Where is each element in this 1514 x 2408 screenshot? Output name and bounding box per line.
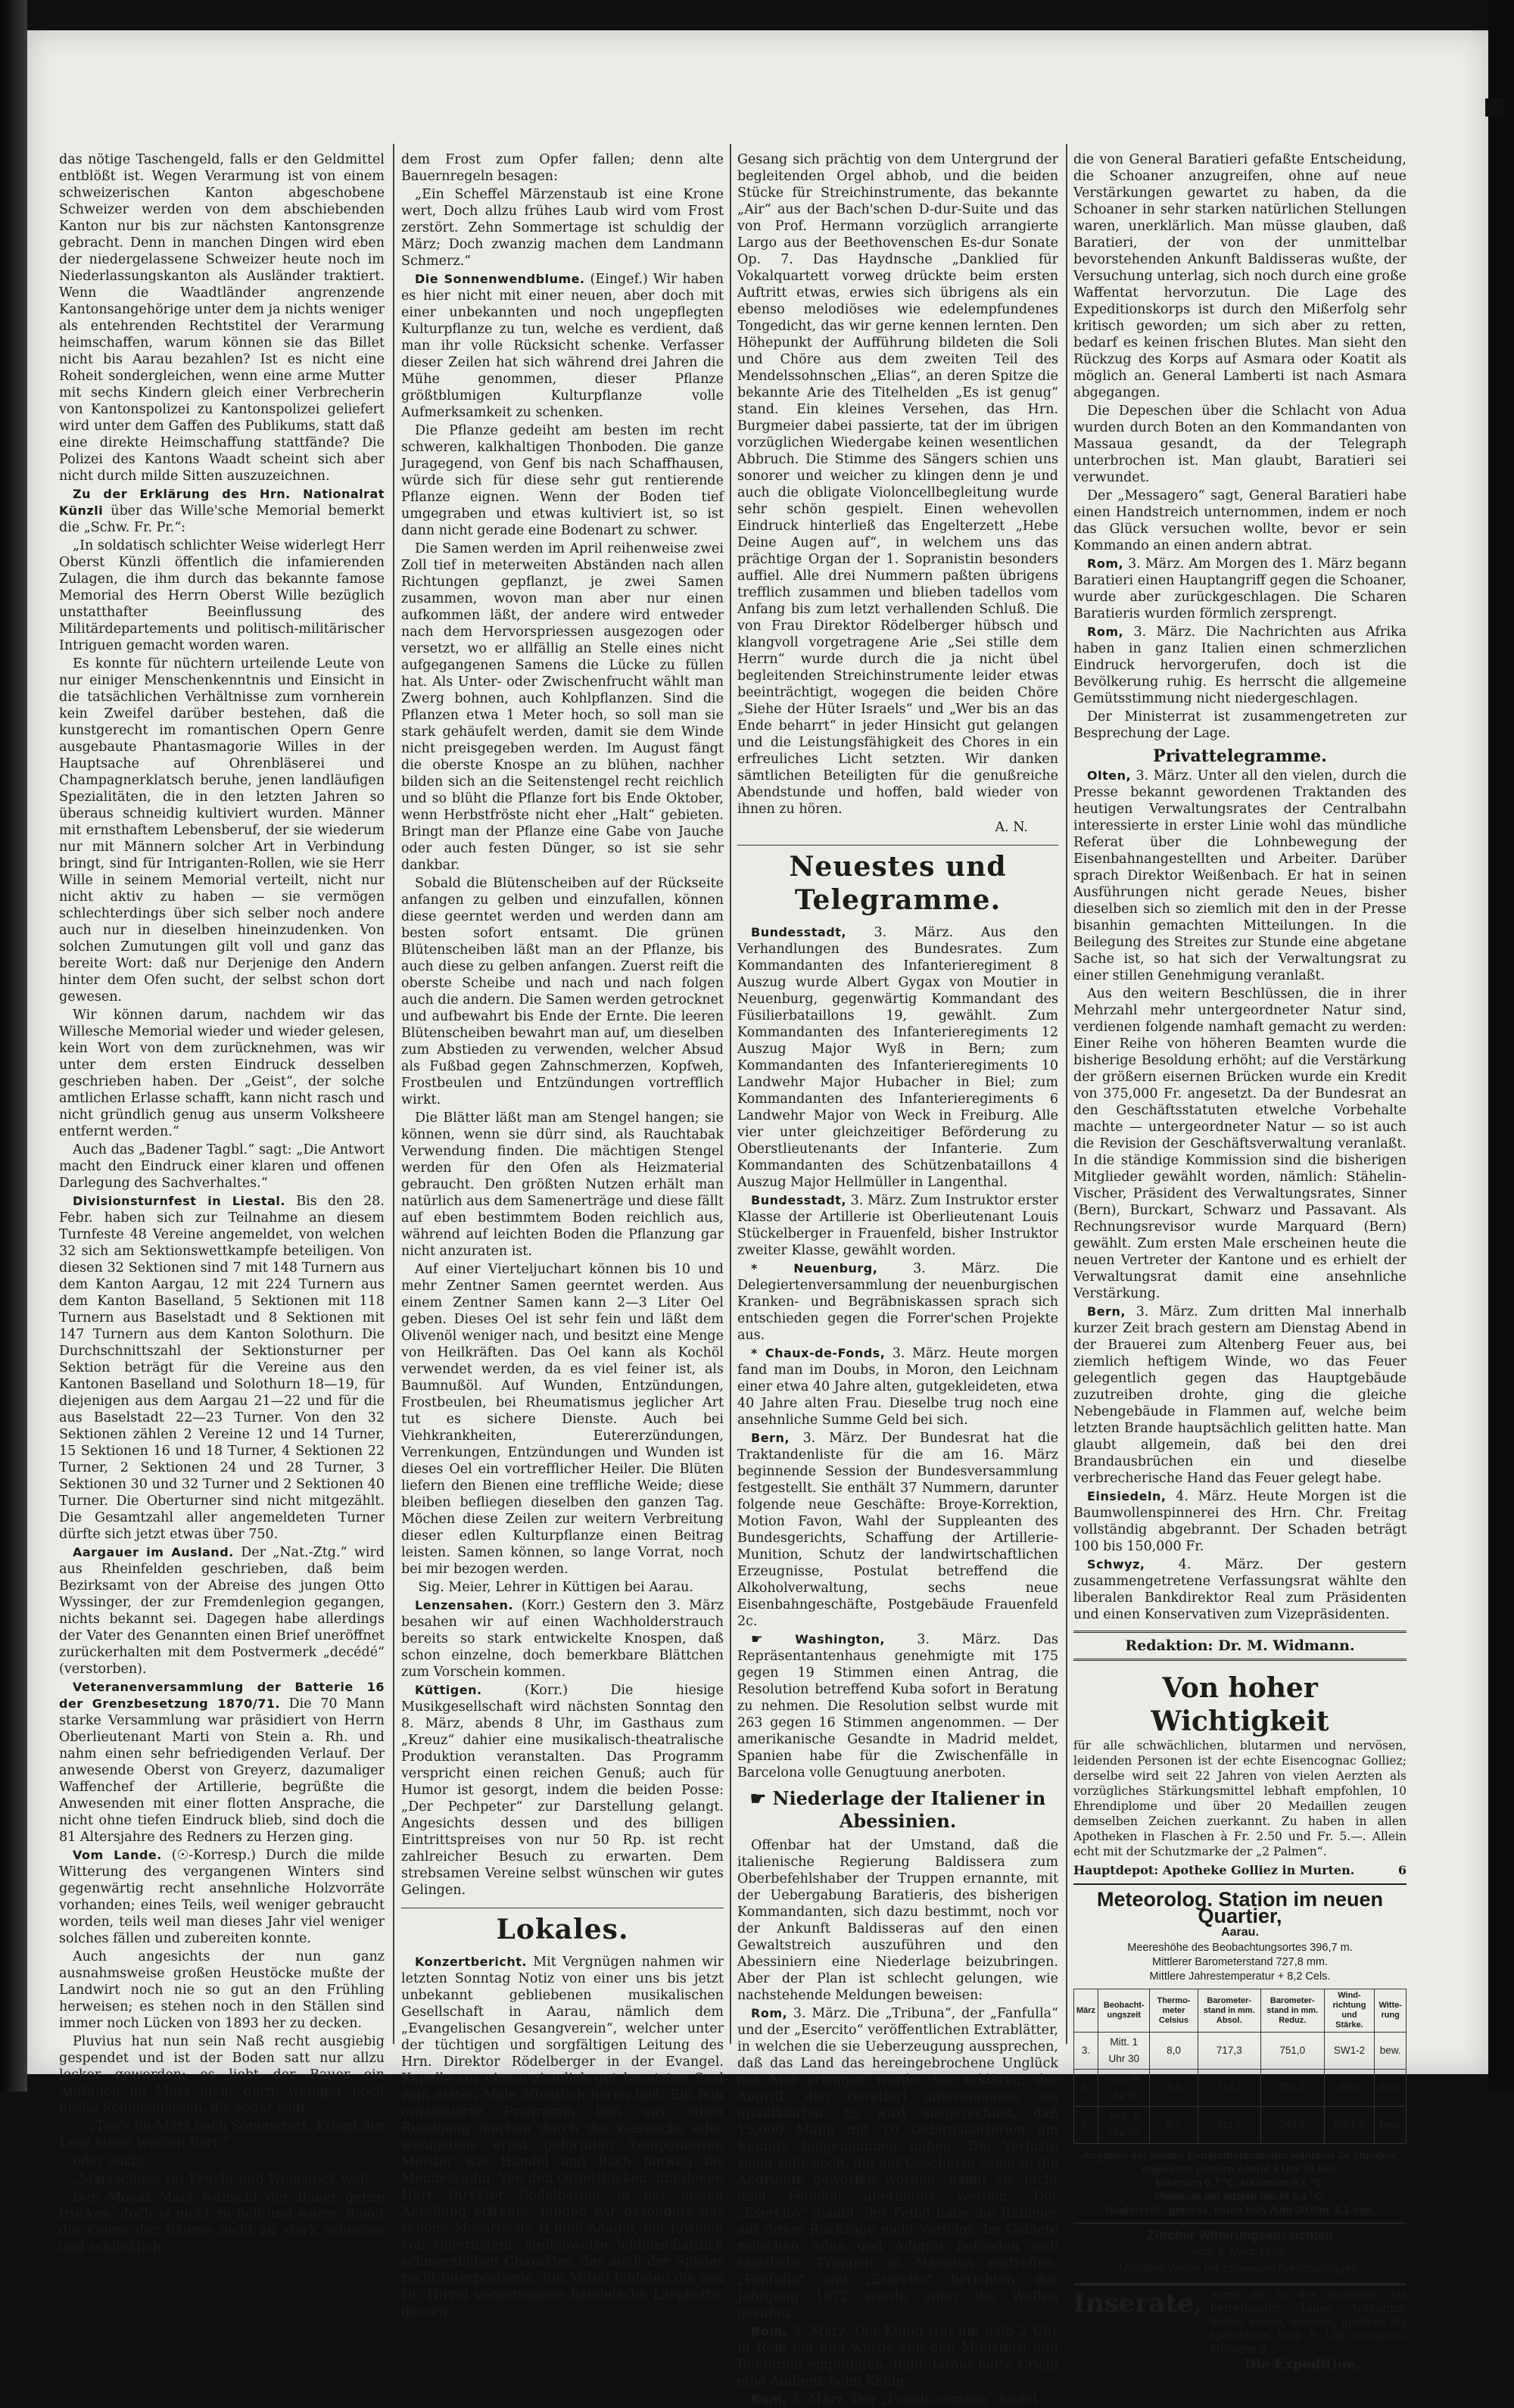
- ad-number: 6: [1397, 1863, 1407, 1877]
- table-cell: bew.: [1375, 2107, 1407, 2144]
- meteo-footnote: Minimum der letzten Nacht 6,1 °C.: [1154, 2190, 1326, 2202]
- paragraph: Aus den weitern Beschlüssen, die in ihrer Mehrzahl mehr untergeordneter Natur sind, verdienen folgende namhaft gemacht zu werden: Einer Reihe von höheren Beamten wurde die bisherige Besoldung erhöht; auf die Verstärkung der größern eisernen Brücken wurde ein Kredit von 375,000 Fr. angesetzt. Da der Bundesrat an den Geschäftsstatuten etwelche Vorbehalte machte — untergeordneter Natur — so ist auch die Revision der Geschäftsverwaltung veranlaßt. In die ständige Kommission sind die bisherigen Mitglieder gewählt worden, nämlich: Stähelin-Vischer, Präsident des Verwaltungsrates, Sinner (Bern), Burckart, Schwarz und Passavant. Als Rechnungsrevisor wurde Marquard (Bern) gewählt. Zum ersten Male erscheinen heute die neuen Vertreter der Kantone und es erhielt der Verwaltungsrat damit eine ansehnliche Verstärkung.: [1073, 986, 1407, 1301]
- paragraph: [737, 2005, 1058, 2322]
- paragraph: [401, 271, 724, 421]
- meteo-footnote: Angaben der beiden Extremthermometer während 24 Stunden, abgelesen gestern Abend 9 Uhr 30 Min.: [1082, 2149, 1398, 2175]
- paragraph: [1073, 1304, 1407, 1487]
- meteo-header: Beobacht-ungszeit: [1098, 1989, 1150, 2033]
- paragraph: Die Depeschen über die Schlacht von Adua wurden durch Boten an den Kommandanten von Massaua gesandt, da der Telegraph unterbrochen ist. Man glaubt, Baratieri sei verwundet.: [1073, 403, 1407, 485]
- ad-footer: [1073, 1862, 1407, 1879]
- meteo-header: Witte-rung: [1375, 1989, 1407, 2033]
- paragraph-text: 4. März. Heute Morgen ist die Baumwollenspinnerei des Hrn. Chr. Freitag vollständig abgebrannt. Der Schaden beträgt 100 bis 150,000 Fr.: [1073, 1489, 1407, 1554]
- paragraph: Wir können darum, nachdem wir das Willesche Memorial wieder und wieder gelesen, kein Wort von dem zurücknehmen, was wir unter dem ersten Eindruck desselben geschrieben haben. Der „Geist“, der solche amtlichen Erlasse schafft, kann nicht rasch und nicht gründlich genug aus unserm Volksheere entfernt werden.“: [59, 1008, 385, 1139]
- inserate-heading: Inserate,: [1073, 2288, 1203, 2319]
- subsection-title-text: Niederlage der Italiener in Abessinien.: [772, 1787, 1046, 1832]
- paragraph-text: 3. März. Unter all den vielen, durch die Presse bekannt gewordenen Traktanden des heutigen Verwaltungsrates der Centralbahn interessierte in erster Linie wohl das mündliche Referat über die Lohnbewegung der Eisenbahnangestellten und Arbeiter. Darüber sprach Direktor Weißenbach. Er hat in seinen Ausführungen nicht gerade Neues, bisher dieselben sich so ziemlich mit den in der Presse bisanhin gemachten Mitteilungen. In die Beilegung des Streites zur Stunde eine abgetane Sache ist, so hat sich der Verwaltungsrat zu einer stillen Genehmigung veranlaßt.: [1073, 768, 1407, 983]
- paragraph-text: Der „Nat.-Ztg.“ wird aus Rheinfelden geschrieben, daß beim Bezirksamt von der Abreise des jungen Otto Wyssinger, der zur Fremdenlegion gegangen, nichts bekannt sei. Dagegen habe allerdings der Vater des Genannten einen Brief uneröffnet zurückerhalten mit dem Postvermerk „decédé“ (verstorben).: [59, 1545, 385, 1677]
- meteo-place: Aarau.: [1221, 1926, 1259, 1939]
- inserate-notice: [1073, 2283, 1407, 2357]
- paragraph: Der „Messagero“ sagt, General Baratieri habe einen Handstreich unternommen, indem er noch das Glück versuchen wollte, bevor er sein Kommando an einen andern abtrat.: [1073, 488, 1407, 553]
- column-rule: [1066, 144, 1067, 2044]
- article-heading: Rom,: [751, 2006, 788, 2020]
- table-cell: Mrg. 7 Uhr 30: [1098, 2107, 1150, 2144]
- article-heading: Washington,: [795, 1632, 885, 1646]
- article-heading: Olten,: [1087, 768, 1132, 783]
- article-heading: Aargauer im Ausland.: [73, 1545, 234, 1559]
- article-heading: Bundesstadt,: [751, 925, 846, 939]
- article-heading: * Neuenburg,: [751, 1261, 878, 1276]
- paragraph-text: (Korr.) Gestern den 3. März besahen wir auf einen Wachholderstrauch bereits so stark entwickelte Knospen, daß schon einzelne, doch bemerkbare Blättchen zum Vorschein kommen.: [401, 1598, 724, 1680]
- ad-headline: Von hoher Wichtigkeit: [1151, 1672, 1329, 1737]
- paragraph: [1073, 1488, 1407, 1555]
- meteo-header: Thermo-meter Celsius: [1150, 1989, 1198, 2033]
- subsection-title: [737, 1787, 1058, 1833]
- section-title-telegramme: Neuestes und Telegramme.: [737, 845, 1058, 917]
- table-cell: 717,3: [1198, 2033, 1260, 2070]
- paragraph: Auch das „Badener Tagbl.“ sagt: „Die Antwort macht den Eindruck einer klaren und offenen Darlegung des Sachverhaltes.“: [59, 1142, 385, 1191]
- section-title-privattelegramme: Privattelegramme.: [1153, 746, 1327, 766]
- table-cell: 6,1: [1150, 2107, 1198, 2144]
- article-heading: Rom,: [1087, 556, 1124, 571]
- expedition-signature: Die Expedition.: [1244, 2357, 1361, 2372]
- paragraph: [59, 1544, 385, 1678]
- paragraph: Auch angesichts der nun ganz ausnahmsweise großen Heustöcke mußte der Landwirt noch nie so gut an den Frühling herweisen; es stehen noch in den Ställen sind immer noch Lücken von 1893 her zu decken.: [59, 1949, 385, 2031]
- article-heading: Lenzensahen.: [415, 1598, 514, 1612]
- table-cell: 711,7: [1198, 2107, 1260, 2144]
- column-3: [737, 151, 1058, 2407]
- paragraph: Die Samen werden im April reihenweise zwei Zoll tief in meterweiten Abständen nach allen Richtungen gepflanzt, je zwei Samen zusammen, wovon man aber nur einen aufkommen läßt, der andere wird entweder nach dem Hervorspriessen ausgezogen oder versetzt, wo er allfällig an Stelle eines nicht aufgegangenen Samens die Lücke zu füllen hat. Als Unter- oder Zwischenfrucht wählt man Zwerg bohnen, auch Kohlpflanzen. Sind die Pflanzen etwa 1 Meter hoch, so soll man sie stark gehäufelt werden, damit sie dem Winde nicht preisgegeben werden. Im August fängt die oberste Knospe an zu blühen, nachher bilden sich an die Seitenstengel recht reichlich und so blüht die Pflanze fort bis Ende Oktober, wenn Herbstfröste nicht eher „Halt“ gebieten. Bringt man der Pflanze eine Gabe von Jauche oder auch festen Dünger, so ist sie sehr dankbar.: [401, 541, 724, 873]
- paragraph: dem Frost zum Opfer fallen; denn alte Bauernregeln besagen:: [401, 152, 724, 184]
- paragraph: Die Pflanze gedeiht am besten im recht schweren, kalkhaltigen Thonboden. Die ganze Juragegend, von Genf bis nach Schaffhausen, würde sich für diese sehr gut rentierende Pflanze eignen. Wenn der Boden tief umgegraben und etwas kultiviert ist, so ist dann nicht gerade eine Bodenart zu schwer.: [401, 423, 724, 538]
- paragraph-text: 3. März. Das Repräsentantenhaus genehmigte mit 175 gegen 19 Stimmen einen Antrag, die Resolution betreffend Kuba sofort in Beratung zu nehmen. Die Resolution selbst wurde mit 263 gegen 16 Stimmen angenommen. — Der amerikanische Gesandte in Madrid meldet, Spanien habe für die Zwischenfälle in Barcelona volle Genugtuung anerboten.: [737, 1632, 1058, 1780]
- table-cell: SW1-2: [1324, 2107, 1375, 2144]
- paragraph: [401, 1597, 724, 1681]
- table-cell: 714,7: [1198, 2070, 1260, 2107]
- paragraph: [737, 1430, 1058, 1630]
- paragraph: [401, 1682, 724, 1899]
- paragraph-text: 3. März. Am Morgen des 1. März begann Baratieri einen Hauptangriff gegen die Schoaner, wurde aber zurückgeschlagen. Die Scharen Baratieris wurden förmlich zersprengt.: [1073, 556, 1407, 621]
- verse: „Tau's im März nach Sommerart, Kriegt der Lenz einen weißen Bart,“: [59, 2119, 385, 2151]
- paragraph: [59, 1193, 385, 1543]
- table-cell: 8,0: [1150, 2033, 1198, 2070]
- table-cell: 748,0: [1260, 2107, 1324, 2144]
- paragraph: Den Monat März wünscht der Bauer gerne trocken, doch ja nicht zu hell und warm, damit die Keime der Bäume nicht zu stark schießen und schließlich: [59, 2190, 385, 2255]
- paragraph: [737, 2391, 1058, 2408]
- paragraph-text: Bis den 28. Febr. haben sich zur Teilnahme an diesem Turnfeste 48 Vereine angemeldet, von welchen 32 sich am Sektionswettkampfe beteiligen. Von diesen 32 Sektionen sind 7 mit 148 Turnern aus dem Kanton Aargau, 12 mit 224 Turnern aus dem Kanton Baselland, 5 Sektionen mit 118 Turnern aus Baselstadt und 8 Sektionen mit 147 Turnern aus dem Kanton Solothurn. Die Durchschnittszahl der Sektionsturner per Sektion beträgt für die Vereine aus den Kantonen Baselland und Solothurn 18—19, für diejenigen aus dem Aargau 21—22 und für die aus Baselstadt 22—23 Turner. Von den 32 Sektionen zählen 2 Vereine 12 und 14 Turner, 15 Sektionen 16 und 18 Turner, 4 Sektionen 22 Turner, 2 Sektionen 24 und 28 Turner, 3 Sektionen 30 und 32 Turner und 2 Sektionen 40 Turner. Die Oberturner sind nicht mitgezählt. Die Gesamtzahl aller angemeldeten Turner dürfte sich jetzt etwas über 750.: [59, 1194, 385, 1542]
- paragraph-text: (Korr.) Die hiesige Musikgesellschaft wird nächsten Sonntag den 8. März, abends 8 Uhr, im Gasthaus zum „Kreuz“ dahier eine musikalisch-theatralische Produktion veranstalten. Das Programm verspricht einen reichen Genuß; auch für Humor ist gesorgt, indem die beiden Posse: „Der Pechpeter“ zur Darstellung gelangt. Angesichts dessen und des billigen Eintrittspreises von nur 50 Rp. ist recht zahlreicher Besuch zu erwarten. Dem strebsamen Vereine selbst wünschen wir gutes Gelingen.: [401, 1683, 724, 1898]
- verse: „Märzschnee tut Frucht und Weinstock weh.“: [73, 2172, 380, 2187]
- article-heading: Veteranenversammlung der Batterie 16 der Grenzbesetzung 1870/71.: [59, 1680, 385, 1711]
- weather-station-box: [1073, 1888, 1407, 2216]
- paragraph: Offenbar hat der Umstand, daß die italienische Regierung Baldissera zum Oberbefehlshaber der Truppen ernannte, mit der Uebergabung Baratieris, des bisherigen Kommandanten, sich dazu bestimmt, noch vor der Ankunft Baldisseras auf den einen Gewaltstreich auszuführen und den Abessiniern eine Niederlage beizubringen. Aber der Plan ist schlecht gelungen, wie nachstehende Meldungen beweisen:: [737, 1838, 1058, 2003]
- paragraph: „In soldatisch schlichter Weise widerlegt Herr Oberst Künzli öffentlich die infamierenden Zulagen, die ihm durch das bekannte famose Memorial des Herrn Oberst Wille bezüglich unstatthafter Beeinflussung des Militärdepartements und politisch-militärischer Intriguen gemacht worden waren.: [59, 538, 385, 653]
- article-heading: Divisionsturnfest in Liestal.: [73, 1194, 285, 1208]
- paragraph-text: 3. März. Die Nachrichten aus Afrika haben in ganz Italien einen schmerzlichen Eindruck hervorgerufen, doch ist die Bevölkerung ruhig. Es herrscht die allgemeine Gemütsstimmung nicht niedergeschlagen.: [1073, 625, 1407, 706]
- scan-edge-left: [0, 0, 27, 2092]
- paragraph-text: 3. März. Die Delegiertenversammlung der neuenburgischen Kranken- und Begräbniskassen sprach sich entschieden gegen die Forrer'schen Projekte aus.: [737, 1261, 1058, 1343]
- paragraph-text: 4. März. Der gestern zusammengetretene Verfassungsrat wählte den liberalen Bankdirektor Real zum Präsidenten und einen Konservativen zum Vizepräsidenten.: [1073, 1557, 1407, 1622]
- paragraph-text: 3. März. Aus den Verhandlungen des Bundesrates. Zum Kommandanten des Infanterieregiment 8 Auszug wurde Albert Gygax von Moutier in Neuenburg, gegenwärtig Kommandant des Füsilierbataillons 19, gewählt. Zum Kommandanten des Infanterieregiments 12 Auszug Major Wyß in Bern; zum Kommandanten des Infanterieregiments 10 Landwehr Major Hubacher in Biel; zum Kommandanten des Infanterieregiments 6 Landwehr Major von Weck in Freiburg. Alle vier unter gleichzeitiger Beförderung zu Oberstlieutenants der Infanterie. Zum Kommandanten des Schützenbataillons 4 Auszug Major Hellmüller in Langenthal.: [737, 925, 1058, 1190]
- paragraph-text: Die 70 Mann starke Versammlung war präsidiert von Herrn Oberlieutenant Marti von Stein a. Rh. und nahm einen sehr befriedigenden Verlauf. Der anwesende Oberst von Greyerz, dazumaliger Waffenchef der Artillerie, begrüßte die Anwesenden mit einer flotten Ansprache, die nicht ohne tiefen Eindruck blieb, sind doch die 81 Altersjahre des Redners zu Herzen ging.: [59, 1696, 385, 1845]
- paragraph: [737, 1260, 1058, 1344]
- paragraph-text: über das Wille'sche Memorial bemerkt die „Schw. Fr. Pr.“:: [59, 503, 385, 535]
- paragraph: [737, 1192, 1058, 1259]
- meteo-footnote: Minimum 0,7 °C. Maximum 9,5 °C.: [1155, 2176, 1325, 2188]
- article-heading: Rom,: [751, 2324, 788, 2338]
- paragraph: [59, 486, 385, 536]
- advertisement-eisencognac: [1073, 1668, 1407, 1885]
- paragraph: [737, 2323, 1058, 2390]
- meteo-title: Meteorolog. Station im neuen Quartier,: [1096, 1888, 1383, 1927]
- paragraph: [59, 1679, 385, 1846]
- paragraph: [401, 1954, 724, 2320]
- paragraph: [1073, 556, 1407, 622]
- table-cell: Mitt. 1 Uhr 30: [1098, 2033, 1150, 2070]
- meteo-info: Mittlerer Barometerstand 727,8 mm.: [1151, 1956, 1329, 1968]
- paragraph: oder auch:: [73, 2154, 145, 2169]
- table-cell: 6,5: [1150, 2070, 1198, 2107]
- verse: „Ein Scheffel Märzenstaub ist eine Krone wert, Doch allzu frühes Laub wird vom Frost zerstört. Zehn Sommertage ist schuldig der März; Doch zwanzig machen dem Landmann Schmerz.“: [401, 187, 724, 269]
- weather-forecast: [1073, 2223, 1407, 2277]
- article-heading: Schwyz,: [1087, 1557, 1145, 1572]
- paragraph-text: (Eingef.) Wir haben es hier nicht mit einer neuen, aber doch mit einer unbekannten und noch ungepflegten Kulturpflanze zu tun, welche es verdient, daß man ihr volle Rücksicht schenke. Verfasser dieser Zeilen hat sich während drei Jahren die Mühe genommen, dieser Pflanze größtblumigen Kulturpflanze volle Aufmerksamkeit zu schenken.: [401, 272, 724, 420]
- paragraph: die von General Baratieri gefaßte Entscheidung, die Schoaner anzugreifen, ohne auf neue Verstärkungen gewartet zu haben, da die Schoaner in sehr starken natürlichen Stellungen waren, unerklärlich. Man müsse glauben, daß Baratieri, der von der unmittelbar bevorstehenden Ankunft Baldisseras wußte, der Versuchung unterlag, sich noch durch eine große Waffentat hervorzutun. Die Lage des Expeditionskorps ist durch den Mißerfolg sehr kritisch geworden; um sich aber zu retten, bedarf es keinen frischen Blutes. Man sieht den Rückzug des Korps auf Asmara oder Koatit als möglich an. General Lamberti ist nach Asmara abgegangen.: [1073, 152, 1407, 400]
- column-rule: [730, 144, 731, 2044]
- article-heading: Zu der Erklärung des Hrn. Nationalrat Künzli: [59, 487, 385, 518]
- table-cell: 751,0: [1260, 2070, 1324, 2107]
- paragraph: Die Blätter läßt man am Stengel hangen; sie können, wenn sie dürr sind, als Rauchtabak Verwendung finden. Die mächtigen Stengel werden für den Ofen als Heizmaterial gebraucht. Den größten Nutzen erhält man natürlich aus dem Samenerträge und diese fällt auf eben bestimmtem Boden reichlich aus, während auf leichten Boden die Pflanzung gar nicht anzuraten ist.: [401, 1111, 724, 1259]
- paragraph-text: 3. März. Heute morgen fand man im Doubs, in Moron, den Leichnam einer etwa 40 Jahre alten, gutgekleideten, etwa 40 Jahre alten Frau. Dieselbe trug noch eine ansehnliche Summe Geld bei sich.: [737, 1346, 1058, 1428]
- table-cell: bew.: [1375, 2033, 1407, 2070]
- paragraph: [1073, 768, 1407, 984]
- article-heading: Konzertbericht.: [415, 1955, 527, 1969]
- paragraph: [737, 1345, 1058, 1428]
- table-row: [1074, 2070, 1407, 2107]
- meteo-header: Wind-richtung und Stärke.: [1324, 1989, 1375, 2033]
- table-cell: 751,0: [1260, 2033, 1324, 2070]
- article-heading: Rom,: [1087, 625, 1124, 639]
- paragraph-text: 3. März. Der Bundesrat hat die Traktandenliste für die am 16. März beginnende Session der Bundesversammlung festgestellt. Sie enthält 37 Nummern, darunter folgende neue Geschäfte: Broye-Korrektion, Motion Favon, Wahl der Suppleanten des Bundesgerichts, Schaffung der Artillerie-Munition, Schutz der landwirtschaftlichen Erzeugnisse, Postulat betreffend die Alkoholverwaltung, sechs neue Eisenbahngeschäfte, Postgebäude Frauenfeld 2c.: [737, 1431, 1058, 1629]
- meteo-footnote: Niederschl., gemess. heute früh 7Uhr 30 Min. 0,1 mm.: [1105, 2204, 1375, 2216]
- author-signature: A. N.: [995, 820, 1028, 835]
- paragraph: [1073, 624, 1407, 707]
- pointing-hand-icon: ☛: [751, 1632, 763, 1647]
- table-cell: 3.: [1074, 2070, 1098, 2107]
- paragraph: Auf einer Vierteljuchart können bis 10 und mehr Zentner Samen geerntet werden. Aus einem Zentner Samen kann 2—3 Liter Oel geben. Dieses Oel ist sehr fein und läßt dem Olivenöl weniger nach, und besitzt eine Menge von Heilkräften. Das Oel kann als Kochöl verwendet werden, da es viel feiner ist, als Baumnußöl. Auf Wunden, Entzündungen, Frostbeulen, bei Rheumatismus jeglicher Art tut es sichere Dienste. Auch bei Viehkrankheiten, Eutererzündungen, Verrenkungen, Entzündungen und Wunden ist dieses Oel ein vortrefflicher Heiler. Die Blüten liefern den Bienen eine treffliche Weide; diese bleiben befliegen dieselben den ganzen Tag. Möchen diese Zeilen zur weitern Verbreitung dieser edlen Kulturpflanze einen Beitrag leisten. Samen können, so lange Vorrat, noch bei mir bezogen werden.: [401, 1262, 724, 1577]
- paragraph: [737, 924, 1058, 1191]
- table-row: [1074, 2033, 1407, 2070]
- column-4: [1073, 151, 1407, 2372]
- paragraph-text: 3. März. Zum Instruktor erster Klasse der Artillerie ist Oberlieutenant Louis Stückelberger in Frauenfeld, bisher Instruktor zweiter Klasse, gewählt worden.: [737, 1193, 1058, 1258]
- paragraph-text: 3. März. Die „Tribuna“, der „Fanfulla“ und der „Esercito“ veröffentlichen Extrablätter, in welchen die sie Ueberzeugung aussprechen, daß das Land das hereingebrochene Unglück mit Mut ertragen werde. Sie erklären, der Angriff, den Baratieri unternommen, sei unaufklärbar. Es wird ausgerechnet, daß 15,000 Mann mit 10 Gebirgsbatterien am Kampfe teilgenommen haben. Die Verluste seien sehr hoch, die auf Geschütze seien in die Abgründe geworfen worden, damit sie nicht dem Feinden überliefert werden. Der „Esercito“ glaubt, der Feind habe die Italiener auf ihrem Rückzuge nicht verfolgt. Im Gebiete zwischen Adua und Adigrat befänden sich sämtliche Truppen in Massaua eintreffen. „Fanfulla“ und „Esercito“ berichten, der Jahrgang 1872 werde unter die Waffen gerufen.: [737, 2006, 1058, 2321]
- editor-line: Redaktion: Dr. M. Widmann.: [1073, 1631, 1407, 1661]
- paragraph-text: 3. März. Zum dritten Mal innerhalb kurzer Zeit brach gestern am Dienstag Abend in der Brauerei zum Altenberg Feuer aus, bei ziemlich heftigem Winde, wo das Feuer gelegentlich gegen das Hauptgebäude zuzutreiben drohte, ging die gleiche Nebengebäude in Flammen auf, welche beim letzten Brande hauptsächlich gelitten hatte. Man glaubt allgemein, daß bei den drei Brandausbrüchen ein und dieselbe verbrecherische Hand das Feuer gelegt habe.: [1073, 1304, 1407, 1486]
- forecast-text: Unstätes Wetter mit zeitweisen Niederschlägen.: [1119, 2262, 1361, 2275]
- article-heading: Bern,: [1087, 1304, 1126, 1319]
- column-1: [59, 151, 385, 2255]
- ad-body: für alle schwächlichen, blutarmen und nervösen, leidenden Personen ist der echte Eisencognac Golliez; derselbe wird seit 22 Jahren von vielen Aerzten als vorzügliches Stärkungsmittel lebhaft empfohlen, 10 Ehrendiplome und über 20 Medaillen zeugen demselben Zeichen zuerkannt. Zu haben in allen Apotheken in Flaschen à Fr. 2.50 und Fr. 5.—. Allein echt mit der Schutzmarke der „2 Palmen“.: [1073, 1739, 1407, 1858]
- table-cell: Abd. 9 Uhr 30: [1098, 2070, 1150, 2107]
- article-heading: Rom,: [751, 2392, 788, 2406]
- table-cell: bew.: [1375, 2070, 1407, 2107]
- paragraph: [1073, 1556, 1407, 1623]
- meteo-info: Mittlere Jahrestemperatur + 8,2 Cels.: [1149, 1970, 1331, 1983]
- paragraph: Gesang sich prächtig von dem Untergrund der begleitenden Orgel abhob, und die beiden Stücke für Streichinstrumente, das bekannte „Air“ aus der Bach'schen D-dur-Suite und das von Prof. Hermann vorzüglich arrangierte Largo aus der Beethovenschen Es-dur Sonate Op. 7. Das Haydnsche „Danklied für Vokalquartett vorweg drückte beim ersten Auftritt etwas, erwies sich übrigens als ein ebenso melodiöses wie edelempfundenes Tongedicht, das wir gerne kennen lernten. Den Höhepunkt der Aufführung bildeten die Soli und Chöre aus dem zweiten Teil des Mendelssohnschen „Elias“, an deren Spitze die bekannte Arie des Titelhelden „Es ist genug“ stand. Ein kleines Versehen, das Hrn. Burgmeier dabei passierte, tat der im übrigen vorzüglichen Wiedergabe keinen wesentlichen Abbruch. Die Stimme des Sängers schien uns sonorer und weicher zu klingen denn je und auch die obligate Violoncellbegleitung wurde sehr schön gespielt. Einen wehevollen Eindruck hinterließ das Engelterzett „Hebe Deine Augen auf“, in welchem uns das prächtige Organ der 1. Sopranistin besonders auffiel. Alle drei Nummern paßten übrigens trefflich zusammen und blieben tadellos vom Anfang bis zum letzt verhallenden Schluß. Die von Frau Direktor Rödelberger hübsch und klangvoll vorgetragene Arie „Sei stille dem Herrn“ wurde durch die ja nicht übel begleitenden Streichinstrumente leider etwas beeinträchtigt, wogegen die beiden Chöre „Siehe der Hüter Israels“ und „Wer bis an das Ende beharrt“ in jeder Hinsicht gut gelangen und die Leistungsfähigkeit des Chores in ein erfreuliches Licht setzten. Wir danken sämtlichen Beteiligten für die genußreiche Abendstunde und hoffen, bald wieder von ihnen zu hören.: [737, 152, 1058, 817]
- table-cell: SW1: [1324, 2070, 1375, 2107]
- meteo-header: März: [1074, 1989, 1098, 2033]
- paragraph: Sobald die Blütenscheiben auf der Rückseite anfangen zu gelben und einzufallen, können diese geerntet werden und werden dann am besten sofort entsamt. Die grünen Blütenscheiben läßt man an der Pflanze, bis auch diese zu gelben anfangen. Zuerst reift die oberste Scheibe und nach und nach folgen auch die andern. Die Samen werden getrocknet und aufbewahrt bis Ende der Ernte. Die leeren Blütenscheiben bewahrt man auf, um dieselben zum Abstieden zu verwenden, welcher Absud als Fußbad gegen Zahnschmerzen, Kopfweh, Frostbeulen und Entzündungen vortrefflich wirkt.: [401, 876, 724, 1107]
- article-heading: Küttigen.: [415, 1683, 482, 1697]
- forecast-title: Zürcher Witterungsaussichten: [1147, 2228, 1333, 2242]
- article-heading: Vom Lande.: [73, 1848, 162, 1862]
- paragraph-text: 3. März. Der König traf um halb 2 Uhr in Rom ein und wurde von den Ministern und Behörden empfangen. Bald darauf hatte Crispi eine Audienz beim König.: [737, 2324, 1058, 2389]
- paragraph-text: (☉-Korresp.) Durch die milde Witterung des vergangenen Winters sind gegenwärtig recht ansehnliche Holzvorräte vorhanden; eines Teils, weil weniger gebraucht worden, teils weil man dieses Jahr viel weniger solches fällen und zubereiten konnte.: [59, 1848, 385, 1946]
- meteo-info: Meereshöhe des Beobachtungsortes 396,7 m.: [1127, 1942, 1353, 1954]
- paragraph: [737, 1631, 1058, 1781]
- paragraph-text: 3. März. Der „Popolo romano“ findet: [791, 2392, 1039, 2407]
- paragraph: Es konnte für nüchtern urteilende Leute von nur einiger Menschenkenntnis und Einsicht in die tatsächlichen Verhältnisse zum vornherein kein Zweifel darüber bestehen, daß die kunstgerecht im romantischen Opern Genre ausgebaute Phantasmagorie Willes in der Hauptsache auf Ohrenbläserei und Champagnerklatsch beruhe, jenen landläufigen Spezialitäten, die in den letzten Jahren so überaus schneidig kultiviert wurden. Männer mit ernsthaftem Lebensberuf, der sie wiederum nur mit Männern solcher Art in Verbindung bringt, sind für Intriganten-Rollen, wie sie Herr Wille in seinem Memorial verteilt, nicht nur nicht aktiv zu haben — sie vermögen schlechterdings über sich selber noch andere auch nur in dieselben hineinzudenken. Von solchen Zumutungen gilt voll und ganz das bereite Wort: daß nur Derjenige den Andern hinter dem Ofen sucht, der selbst schon dort gewesen.: [59, 656, 385, 1005]
- paragraph: [59, 1847, 385, 1947]
- table-cell: 4.: [1074, 2107, 1098, 2144]
- registration-mark: [1485, 98, 1503, 117]
- section-title-lokales: Lokales.: [401, 1908, 724, 1946]
- author-signature: Sig. Meier, Lehrer in Küttigen bei Aarau.: [418, 1580, 693, 1595]
- paragraph: das nötige Taschengeld, falls er den Geldmittel entblößt ist. Wegen Verarmung ist von einem schweizerischen Kanton abgeschobene Schweizer werden von dem abschiebenden Kanton nur bis zur nächsten Kantonsgrenze gebracht. Denn in manchen Dingen wird eben der niedergelassene Schweizer heute noch im Niederlassungskanton als Ausländer traktiert. Wenn die Waadtländer angrenzende Kantonsangehörige unter dem ja nichts weniger als entehrenden Rechtstitel der Verarmung heimschaffen, warum können sie das Billet nicht bis Aarau bezahlen? Ist es nicht eine Roheit sondergleichen, wenn eine arme Mutter mit sechs Kindern gleich einer Verbrecherin von Kantonspolizei zu Kantonspolizei geliefert wird unter dem Gaffen des Publikums, statt daß eine direkte Heimschaffung stattfände? Die Polizei des Kantons Waadt scheint sich aber nicht durch milde Sitten auszuzeichnen.: [59, 152, 385, 484]
- forecast-date: vom 4. März 1896.: [1192, 2245, 1288, 2258]
- newspaper-page: [27, 30, 1488, 2407]
- scan-edge-right: [1488, 0, 1514, 2092]
- pointing-hand-icon: ☛: [749, 1787, 773, 1809]
- meteo-header: Barometer-stand in mm. Reduz.: [1260, 1989, 1324, 2033]
- paragraph: Der Ministerrat ist zusammengetreten zur Besprechung der Lage.: [1073, 709, 1407, 741]
- article-heading: Die Sonnenwendblume.: [415, 272, 585, 286]
- paragraph: Pluvius hat nun sein Naß recht ausgiebig gespendet und ist der Boden satt nur allzu locker geworden; es liebt der Bauer ein Auftauen im März nicht gern, weniger noch große Schneemassen, die sogar sagt:: [59, 2034, 385, 2116]
- ad-footer-text: Hauptdepot: Apotheke Golliez in Murten.: [1073, 1863, 1355, 1877]
- inserate-text: wenn sie in der Nummer des betreffenden Tages Aufnahme finden sollen, müssen, größere bis spätestens halb 9 Uhr morgens, kleinere 9: [1210, 2289, 1407, 2356]
- column-2: [401, 151, 724, 2319]
- table-row: [1074, 2107, 1407, 2144]
- meteo-header: Barometer-stand in mm. Absol.: [1198, 1989, 1260, 2033]
- table-cell: 3.: [1074, 2033, 1098, 2070]
- meteo-header-row: [1074, 1989, 1407, 2033]
- paragraph-text: Mit Vergnügen nahmen wir letzten Sonntag Notiz von einer uns bis jetzt unbekannt gebliebenen musikalischen Gesellschaft in Aarau, nämlich dem „Evangelischen Gesangverein“, welcher unter der tüchtigen und sorgfältigen Leitung des Hrn. Direktor Rödelberger in der Evangel. Kapelle vor einem ziemlich gut besetzten Saal zum ersten Male öffentlich hören ließ. Ein fein organisierte Programm ließ uns einen Rundgang machen durch die klassische oder wenigstens ernst geformten komponierten Meister wie Händel und Bach hinweg bis Mendelssohn. Von den Orgelstücken, mit denen Herr Direktor Rödelberger in der ersten Abteilung erfreute, fanden wir besonders das schöne Mozartsche H-moll-Adagio, ein Juwelen von tiefernstem, stellenweise leidenschaftlich schmerzlichen Charakter, das auch der Spieler recht interpretierte. Ein Mittel bildeten die von Dr. Hirzel vorgetragene händelsche Larghetto, dessen: [401, 1955, 724, 2319]
- column-rule: [393, 144, 394, 2044]
- article-heading: Einsiedeln,: [1087, 1489, 1167, 1503]
- meteo-table: [1073, 1989, 1407, 2144]
- article-heading: Bundesstadt,: [751, 1193, 846, 1207]
- table-cell: SW1-2: [1324, 2033, 1375, 2070]
- article-heading: Bern,: [751, 1431, 790, 1445]
- article-heading: * Chaux-de-Fonds,: [751, 1346, 886, 1360]
